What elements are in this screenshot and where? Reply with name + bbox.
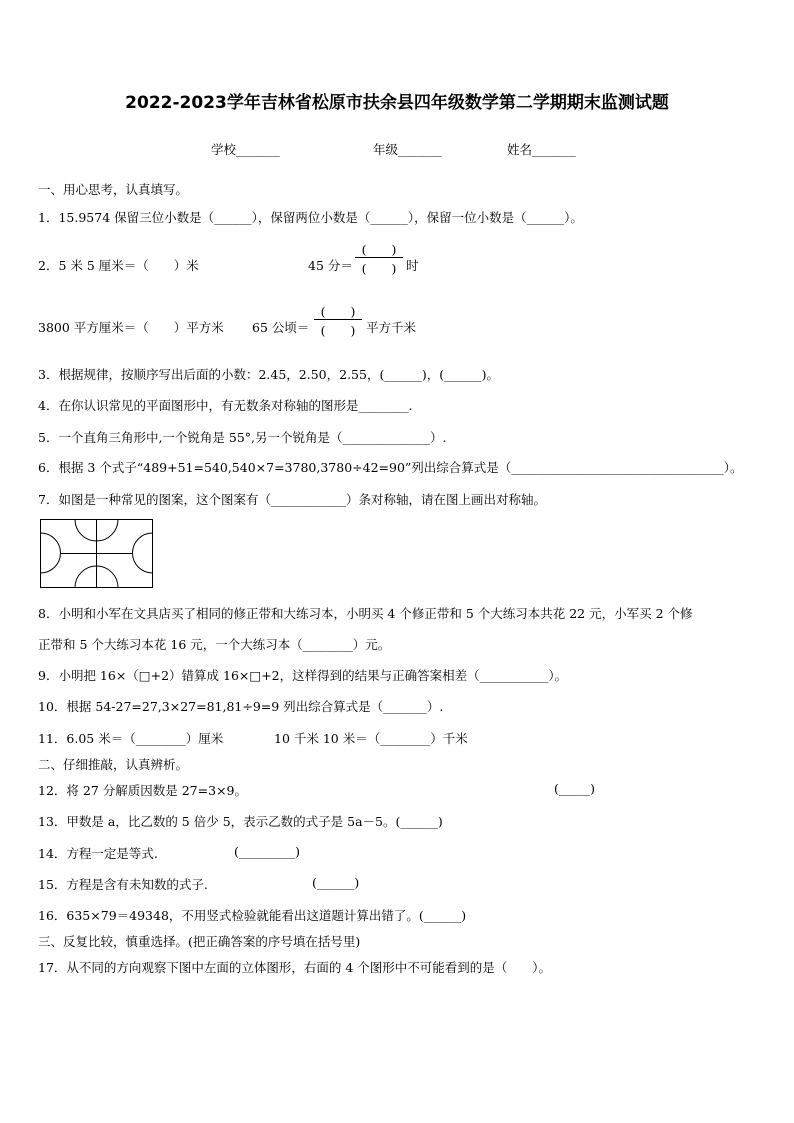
question-7: 7．如图是一种常见的图案，这个图案有（____________）条对称轴，请在图上画出对称轴。: [38, 492, 546, 507]
question-11a: 11．6.05 米＝（________）厘米: [38, 731, 224, 746]
question-11b: 10 千米 10 米＝（________）千米: [274, 731, 468, 746]
question-9: 9．小明把 16×（□+2）错算成 16×□+2，这样得到的结果与正确答案相差（___________）。: [38, 668, 568, 683]
fraction-numerator: ( ): [320, 304, 356, 319]
question-2d-prefix: 65 公顷＝: [252, 320, 310, 335]
question-16: 16．635×79＝49348，不用竖式检验就能看出这道题计算出错了。(______): [38, 908, 467, 923]
fraction-2d: [312, 302, 364, 338]
question-15: 15．方程是含有未知数的式子.: [38, 877, 208, 892]
question-2d-suffix: 平方千米: [366, 320, 417, 335]
question-3: 3．根据规律，按顺序写出后面的小数：2.45，2.50，2.55，(______)，(______)。: [38, 367, 499, 382]
question-15-blank: (______): [312, 875, 360, 890]
question-4: 4．在你认识常见的平面图形中，有无数条对称轴的图形是________.: [38, 398, 413, 413]
fraction-bar: [355, 257, 403, 258]
grade-field: 年级_______: [373, 142, 442, 157]
fraction-bar: [314, 319, 362, 320]
fraction-2b: [353, 240, 405, 276]
question-12-blank: (_____): [554, 781, 596, 796]
name-field: 姓名_______: [507, 142, 576, 157]
fraction-numerator: ( ): [361, 242, 397, 257]
question-12: 12．将 27 分解质因数是 27=3×9。: [38, 783, 247, 798]
question-17: 17．从不同的方向观察下图中左面的立体图形，右面的 4 个图形中不可能看到的是（ ）。: [38, 960, 552, 975]
question-2c: 3800 平方厘米＝（ ）平方米: [38, 320, 224, 335]
question-2a: 2．5 米 5 厘米＝（ ）米: [38, 258, 199, 273]
question-10: 10．根据 54-27=27,3×27=81,81÷9=9 列出综合算式是（_______）.: [38, 699, 444, 714]
question-14: 14．方程一定是等式.: [38, 846, 158, 861]
section-2-heading: 二、仔细推敲，认真辨析。: [38, 757, 189, 772]
question-2b-prefix: 45 分＝: [308, 258, 353, 273]
page-title: 2022-2023学年吉林省松原市扶余县四年级数学第二学期期末监测试题: [125, 93, 669, 113]
question-1: 1．15.9574 保留三位小数是（______），保留两位小数是（______），保留一位小数是（______）。: [38, 210, 583, 225]
fraction-denominator: ( ): [361, 261, 397, 276]
fraction-denominator: ( ): [320, 323, 356, 338]
section-1-heading: 一、用心思考，认真填写。: [38, 182, 189, 197]
question-6: 6．根据 3 个式子“489+51=540,540×7=3780,3780÷42=90”列出综合算式是（__________________________________）。: [38, 460, 743, 475]
question-13: 13．甲数是 a，比乙数的 5 倍少 5，表示乙数的式子是 5a－5。(______): [38, 814, 443, 829]
school-field: 学校_______: [211, 142, 280, 157]
section-3-heading: 三、反复比较，慎重选择。(把正确答案的序号填在括号里): [38, 934, 361, 949]
question-8-line1: 8．小明和小军在文具店买了相同的修正带和大练习本，小明买 4 个修正带和 5 个大练习本共花 22 元，小军买 2 个修: [38, 606, 693, 621]
question-2b-suffix: 时: [406, 258, 419, 273]
question-5: 5．一个直角三角形中,一个锐角是 55°,另一个锐角是（______________）.: [38, 430, 447, 445]
question-8-line2: 正带和 5 个大练习本花 16 元，一个大练习本（________）元。: [38, 637, 391, 652]
question-14-blank: (_________): [234, 844, 301, 859]
q7-pattern-figure: [40, 519, 154, 589]
